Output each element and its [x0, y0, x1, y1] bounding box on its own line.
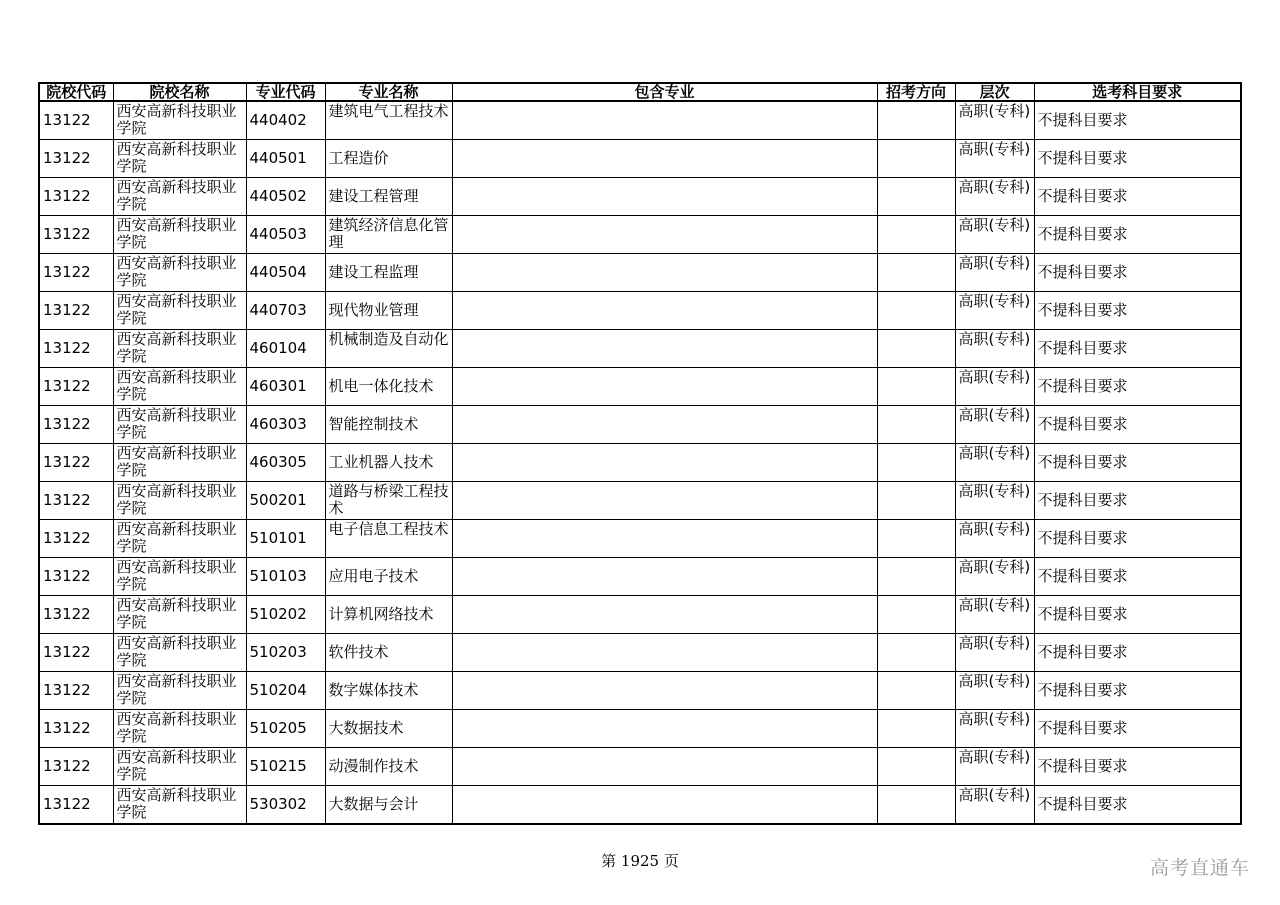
- cell-subject-requirement: 不提科目要求: [1034, 292, 1241, 330]
- table-row: [39, 216, 1241, 254]
- header-school-name: 院校名称: [113, 83, 246, 101]
- cell-school-name: 西安高新科技职业学院: [113, 710, 246, 748]
- cell-included-majors: [452, 634, 877, 672]
- table-row: [39, 710, 1241, 748]
- cell-major-code: 510101: [246, 520, 325, 558]
- header-included-majors: 包含专业: [452, 83, 877, 101]
- cell-direction: [877, 292, 955, 330]
- cell-major-code: 440402: [246, 101, 325, 140]
- table-row: [39, 634, 1241, 672]
- cell-direction: [877, 482, 955, 520]
- cell-level: 高职(专科): [955, 101, 1034, 140]
- table-row: [39, 444, 1241, 482]
- cell-subject-requirement: 不提科目要求: [1034, 786, 1241, 825]
- cell-major-code: 510202: [246, 596, 325, 634]
- cell-major-code: 440501: [246, 140, 325, 178]
- cell-school-code: 13122: [39, 406, 113, 444]
- cell-major-name: 建筑电气工程技术: [325, 101, 452, 140]
- cell-level: 高职(专科): [955, 672, 1034, 710]
- table-row: [39, 558, 1241, 596]
- table-row: [39, 292, 1241, 330]
- cell-level: 高职(专科): [955, 330, 1034, 368]
- cell-level: 高职(专科): [955, 406, 1034, 444]
- cell-direction: [877, 520, 955, 558]
- cell-major-code: 510203: [246, 634, 325, 672]
- cell-major-code: 460301: [246, 368, 325, 406]
- cell-school-code: 13122: [39, 634, 113, 672]
- cell-school-name: 西安高新科技职业学院: [113, 406, 246, 444]
- cell-direction: [877, 254, 955, 292]
- cell-major-name: 大数据与会计: [325, 786, 452, 825]
- cell-major-name: 工业机器人技术: [325, 444, 452, 482]
- table-row: [39, 368, 1241, 406]
- cell-major-name: 数字媒体技术: [325, 672, 452, 710]
- cell-direction: [877, 672, 955, 710]
- header-direction: 招考方向: [877, 83, 955, 101]
- cell-major-code: 510215: [246, 748, 325, 786]
- cell-school-name: 西安高新科技职业学院: [113, 140, 246, 178]
- cell-level: 高职(专科): [955, 786, 1034, 825]
- cell-school-name: 西安高新科技职业学院: [113, 178, 246, 216]
- table-row: [39, 406, 1241, 444]
- cell-major-code: 440703: [246, 292, 325, 330]
- cell-direction: [877, 634, 955, 672]
- cell-level: 高职(专科): [955, 140, 1034, 178]
- cell-school-name: 西安高新科技职业学院: [113, 786, 246, 825]
- table-row: [39, 672, 1241, 710]
- cell-included-majors: [452, 748, 877, 786]
- cell-major-name: 电子信息工程技术: [325, 520, 452, 558]
- cell-direction: [877, 748, 955, 786]
- cell-level: 高职(专科): [955, 710, 1034, 748]
- cell-school-code: 13122: [39, 482, 113, 520]
- cell-major-name: 计算机网络技术: [325, 596, 452, 634]
- table-row: [39, 140, 1241, 178]
- cell-major-name: 道路与桥梁工程技术: [325, 482, 452, 520]
- cell-subject-requirement: 不提科目要求: [1034, 330, 1241, 368]
- table-row: [39, 520, 1241, 558]
- cell-included-majors: [452, 406, 877, 444]
- cell-school-name: 西安高新科技职业学院: [113, 254, 246, 292]
- cell-school-name: 西安高新科技职业学院: [113, 634, 246, 672]
- cell-major-name: 建设工程监理: [325, 254, 452, 292]
- watermark-text: 高考直通车: [1149, 857, 1250, 879]
- cell-school-code: 13122: [39, 292, 113, 330]
- cell-direction: [877, 368, 955, 406]
- cell-subject-requirement: 不提科目要求: [1034, 368, 1241, 406]
- cell-included-majors: [452, 101, 877, 140]
- cell-included-majors: [452, 482, 877, 520]
- cell-subject-requirement: 不提科目要求: [1034, 101, 1241, 140]
- cell-level: 高职(专科): [955, 520, 1034, 558]
- cell-direction: [877, 444, 955, 482]
- cell-direction: [877, 216, 955, 254]
- cell-direction: [877, 178, 955, 216]
- cell-included-majors: [452, 596, 877, 634]
- table-body: [39, 101, 1241, 824]
- cell-school-code: 13122: [39, 672, 113, 710]
- cell-school-name: 西安高新科技职业学院: [113, 748, 246, 786]
- table-row: [39, 748, 1241, 786]
- cell-major-name: 应用电子技术: [325, 558, 452, 596]
- cell-school-name: 西安高新科技职业学院: [113, 596, 246, 634]
- cell-direction: [877, 558, 955, 596]
- cell-level: 高职(专科): [955, 444, 1034, 482]
- cell-school-code: 13122: [39, 786, 113, 825]
- cell-school-name: 西安高新科技职业学院: [113, 330, 246, 368]
- cell-major-name: 大数据技术: [325, 710, 452, 748]
- header-row: [39, 83, 1241, 101]
- header-school-code: 院校代码: [39, 83, 113, 101]
- cell-major-code: 530302: [246, 786, 325, 825]
- cell-subject-requirement: 不提科目要求: [1034, 710, 1241, 748]
- cell-direction: [877, 596, 955, 634]
- cell-school-code: 13122: [39, 216, 113, 254]
- cell-school-name: 西安高新科技职业学院: [113, 292, 246, 330]
- cell-school-code: 13122: [39, 710, 113, 748]
- cell-school-name: 西安高新科技职业学院: [113, 672, 246, 710]
- table-row: [39, 596, 1241, 634]
- cell-direction: [877, 101, 955, 140]
- header-subject-requirement: 选考科目要求: [1034, 83, 1241, 101]
- cell-school-code: 13122: [39, 558, 113, 596]
- cell-included-majors: [452, 786, 877, 825]
- cell-school-code: 13122: [39, 520, 113, 558]
- cell-subject-requirement: 不提科目要求: [1034, 444, 1241, 482]
- cell-included-majors: [452, 558, 877, 596]
- cell-major-code: 440503: [246, 216, 325, 254]
- cell-major-name: 工程造价: [325, 140, 452, 178]
- cell-included-majors: [452, 254, 877, 292]
- cell-included-majors: [452, 178, 877, 216]
- cell-subject-requirement: 不提科目要求: [1034, 558, 1241, 596]
- header-level: 层次: [955, 83, 1034, 101]
- cell-school-name: 西安高新科技职业学院: [113, 101, 246, 140]
- cell-major-name: 动漫制作技术: [325, 748, 452, 786]
- cell-major-name: 智能控制技术: [325, 406, 452, 444]
- cell-school-name: 西安高新科技职业学院: [113, 482, 246, 520]
- cell-subject-requirement: 不提科目要求: [1034, 634, 1241, 672]
- cell-school-name: 西安高新科技职业学院: [113, 216, 246, 254]
- cell-school-code: 13122: [39, 330, 113, 368]
- cell-school-code: 13122: [39, 101, 113, 140]
- page-number: 第 1925 页: [601, 852, 679, 870]
- cell-major-name: 现代物业管理: [325, 292, 452, 330]
- cell-included-majors: [452, 368, 877, 406]
- cell-direction: [877, 786, 955, 825]
- admissions-table: [38, 82, 1242, 825]
- cell-level: 高职(专科): [955, 178, 1034, 216]
- cell-school-code: 13122: [39, 444, 113, 482]
- cell-major-code: 500201: [246, 482, 325, 520]
- cell-subject-requirement: 不提科目要求: [1034, 216, 1241, 254]
- cell-level: 高职(专科): [955, 748, 1034, 786]
- cell-major-code: 460104: [246, 330, 325, 368]
- cell-major-name: 软件技术: [325, 634, 452, 672]
- cell-included-majors: [452, 520, 877, 558]
- cell-subject-requirement: 不提科目要求: [1034, 140, 1241, 178]
- cell-subject-requirement: 不提科目要求: [1034, 482, 1241, 520]
- cell-included-majors: [452, 444, 877, 482]
- cell-major-name: 建筑经济信息化管理: [325, 216, 452, 254]
- cell-level: 高职(专科): [955, 254, 1034, 292]
- cell-subject-requirement: 不提科目要求: [1034, 748, 1241, 786]
- cell-school-name: 西安高新科技职业学院: [113, 368, 246, 406]
- cell-level: 高职(专科): [955, 368, 1034, 406]
- table-row: [39, 178, 1241, 216]
- table-row: [39, 330, 1241, 368]
- cell-school-name: 西安高新科技职业学院: [113, 520, 246, 558]
- cell-school-code: 13122: [39, 140, 113, 178]
- header-major-name: 专业名称: [325, 83, 452, 101]
- cell-level: 高职(专科): [955, 634, 1034, 672]
- cell-level: 高职(专科): [955, 216, 1034, 254]
- cell-major-code: 440502: [246, 178, 325, 216]
- cell-subject-requirement: 不提科目要求: [1034, 178, 1241, 216]
- cell-major-code: 510204: [246, 672, 325, 710]
- header-major-code: 专业代码: [246, 83, 325, 101]
- cell-major-code: 510205: [246, 710, 325, 748]
- cell-subject-requirement: 不提科目要求: [1034, 596, 1241, 634]
- cell-level: 高职(专科): [955, 558, 1034, 596]
- cell-subject-requirement: 不提科目要求: [1034, 254, 1241, 292]
- cell-school-name: 西安高新科技职业学院: [113, 558, 246, 596]
- cell-level: 高职(专科): [955, 482, 1034, 520]
- cell-major-name: 机械制造及自动化: [325, 330, 452, 368]
- table-row: [39, 786, 1241, 825]
- cell-included-majors: [452, 216, 877, 254]
- cell-included-majors: [452, 330, 877, 368]
- cell-direction: [877, 140, 955, 178]
- cell-major-code: 460303: [246, 406, 325, 444]
- cell-included-majors: [452, 710, 877, 748]
- cell-level: 高职(专科): [955, 596, 1034, 634]
- table-header: [39, 83, 1241, 101]
- cell-direction: [877, 330, 955, 368]
- cell-school-name: 西安高新科技职业学院: [113, 444, 246, 482]
- table-row: [39, 101, 1241, 140]
- table-row: [39, 254, 1241, 292]
- cell-school-code: 13122: [39, 254, 113, 292]
- cell-school-code: 13122: [39, 178, 113, 216]
- cell-major-code: 440504: [246, 254, 325, 292]
- cell-included-majors: [452, 292, 877, 330]
- cell-major-code: 510103: [246, 558, 325, 596]
- cell-direction: [877, 710, 955, 748]
- cell-major-name: 机电一体化技术: [325, 368, 452, 406]
- cell-level: 高职(专科): [955, 292, 1034, 330]
- cell-direction: [877, 406, 955, 444]
- cell-subject-requirement: 不提科目要求: [1034, 406, 1241, 444]
- table-row: [39, 482, 1241, 520]
- cell-major-name: 建设工程管理: [325, 178, 452, 216]
- cell-school-code: 13122: [39, 368, 113, 406]
- cell-subject-requirement: 不提科目要求: [1034, 672, 1241, 710]
- cell-included-majors: [452, 672, 877, 710]
- cell-subject-requirement: 不提科目要求: [1034, 520, 1241, 558]
- cell-school-code: 13122: [39, 748, 113, 786]
- cell-major-code: 460305: [246, 444, 325, 482]
- cell-school-code: 13122: [39, 596, 113, 634]
- cell-included-majors: [452, 140, 877, 178]
